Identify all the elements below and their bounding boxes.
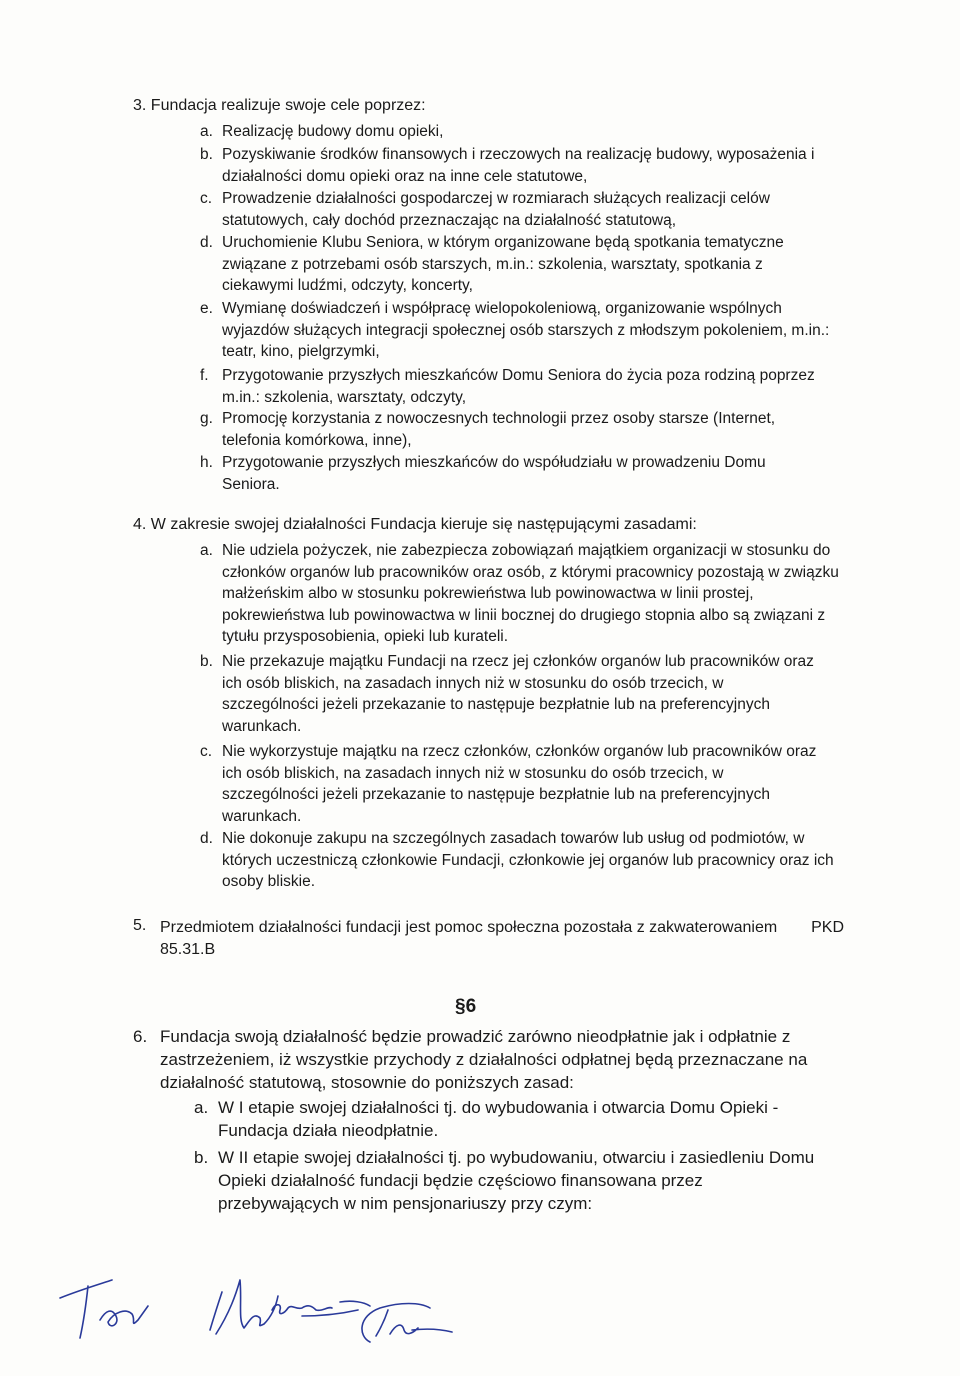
paragraph-4-number: 4. — [133, 516, 147, 533]
list-label: h. — [200, 454, 213, 471]
list-label: e. — [200, 300, 213, 317]
paragraph-4-heading-text: W zakresie swojej działalności Fundacja kieruje się następującymi zasadami: — [150, 516, 697, 533]
signature-1 — [60, 1280, 148, 1338]
signature-2 — [210, 1280, 278, 1334]
list-text: Promocję korzystania z nowoczesnych technologii przez osoby starsze (Internet, telefonia komórkowa, inne), — [222, 410, 776, 449]
list-text: Realizację budowy domu opieki, — [222, 123, 444, 140]
list-text: Prowadzenie działalności gospodarczej w rozmiarach służących realizacji celów statutowych, cały dochód przeznaczając na działalność statutową, — [222, 190, 770, 229]
list-text: Nie dokonuje zakupu na szczególnych zasadach towarów lub usług od podmiotów, w których uczestniczą członkowie Fundacji, członkowie jej organów lub pracownicy oraz ich osoby bliskie. — [222, 830, 834, 890]
list-item-3c — [200, 188, 822, 231]
list-text: Przygotowanie przyszłych mieszkańców Domu Seniora do życia poza rodziną poprzez m.in.: szkolenia, warsztaty, odczyty, — [222, 367, 815, 406]
list-item-3d — [200, 232, 832, 297]
list-label: b. — [194, 1148, 209, 1167]
list-text: Nie wykorzystuje majątku na rzecz członków, członków organów lub pracowników oraz ich osób bliskich, na zasadach innych niż w stosunku do osób trzecich, w szczególności jeżeli przekazanie to następuje bezpłatnie lub na preferencyjnych warunkach. — [222, 743, 817, 825]
signature-4 — [362, 1304, 452, 1343]
paragraph-3-heading-text: Fundacja realizuje swoje cele poprzez: — [150, 97, 426, 114]
list-label: g. — [200, 410, 213, 427]
list-item-6a — [194, 1096, 818, 1142]
pkd-label: PKD — [811, 919, 844, 936]
paragraph-4-heading — [133, 516, 697, 534]
list-item-4b — [200, 651, 822, 737]
list-text: Pozyskiwanie środków finansowych i rzeczowych na realizację budowy, wyposażenia i działalności domu opieki oraz na inne cele statutowe, — [222, 146, 815, 185]
list-item-3e — [200, 298, 837, 363]
list-text: Nie przekazuje majątku Fundacji na rzecz jej członków organów lub pracowników oraz ich osób bliskich, na zasadach innych niż w stosunku do osób trzecich, w szczególności jeżeli przekazanie to następuje bezpłatnie lub na preferencyjnych warunkach. — [222, 653, 814, 735]
list-text: W I etapie swojej działalności tj. do wybudowania i otwarcia Domu Opieki - Fundacja działa nieodpłatnie. — [218, 1098, 779, 1140]
list-item-3g — [200, 408, 822, 451]
paragraph-6-number: 6. — [133, 1027, 148, 1046]
pkd-code: 85.31.B — [160, 940, 216, 958]
paragraph-5-body: Przedmiotem działalności fundacji jest pomoc społeczna pozostała z zakwaterowaniem — [160, 919, 778, 936]
paragraph-6-text — [160, 1025, 850, 1094]
list-item-3b — [200, 144, 842, 187]
list-label: c. — [200, 190, 213, 207]
section-title: §6 — [455, 996, 477, 1017]
list-label: a. — [200, 123, 213, 140]
list-label: d. — [200, 234, 213, 251]
list-label: a. — [194, 1098, 209, 1117]
list-text: Przygotowanie przyszłych mieszkańców do współudziału w prowadzeniu Domu Seniora. — [222, 454, 766, 493]
list-item-3h — [200, 452, 822, 495]
list-label: c. — [200, 743, 213, 760]
paragraph-3-number: 3. — [133, 97, 147, 114]
list-label: f. — [200, 367, 209, 384]
list-label: b. — [200, 653, 213, 670]
list-text: Wymianę doświadczeń i współpracę wielopokoleniową, organizowanie wspólnych wyjazdów służących integracji społecznej osób starszych z młodszym pokoleniem, m.in.: teatr, kino, pielgrzymki, — [222, 300, 830, 360]
list-label: a. — [200, 542, 213, 559]
list-item-4d — [200, 828, 847, 893]
paragraph-3-heading — [133, 97, 426, 115]
list-text: Nie udziela pożyczek, nie zabezpiecza zobowiązań majątkiem organizacji w stosunku do członków organów lub pracowników oraz osób, z którymi pracownicy pozostają w związku małżeńskim albo w stosunku pokrewieństwa lub powinowactwa w linii prostej, pokrewieństwa lub powinowactwa w linii bocznej do drugiego stopnia albo są związani z tytułu przysposobienia, opieki lub kurateli. — [222, 542, 839, 645]
list-item-6b — [194, 1146, 818, 1215]
signatures-area — [40, 1250, 640, 1370]
list-item-3f — [200, 365, 847, 408]
list-item-4c — [200, 741, 822, 827]
paragraph-6-body: Fundacja swoją działalność będzie prowadzić zarówno nieodpłatnie jak i odpłatnie z zastrzeżeniem, iż wszystkie przychody z działalności odpłatnej będą przeznaczane na działalność statutową, stosownie do poniższych zasad: — [160, 1027, 808, 1092]
list-item-3a — [200, 121, 842, 143]
list-item-4a — [200, 540, 842, 648]
paragraph-5-text — [160, 917, 850, 960]
list-text: Uruchomienie Klubu Seniora, w którym organizowane będą spotkania tematyczne związane z potrzebami osób starszych, m.in.: szkolenia, warsztaty, spotkania z ciekawymi ludźmi, odczyty, koncerty, — [222, 234, 784, 294]
signature-3 — [272, 1301, 370, 1316]
list-label: b. — [200, 146, 213, 163]
list-text: W II etapie swojej działalności tj. po wybudowaniu, otwarciu i zasiedleniu Domu Opieki działalność fundacji będzie częściowo finansowana przez przebywających w nim pensjonariuszy przy czym: — [218, 1148, 815, 1213]
paragraph-5-number: 5. — [133, 917, 147, 934]
list-label: d. — [200, 830, 213, 847]
